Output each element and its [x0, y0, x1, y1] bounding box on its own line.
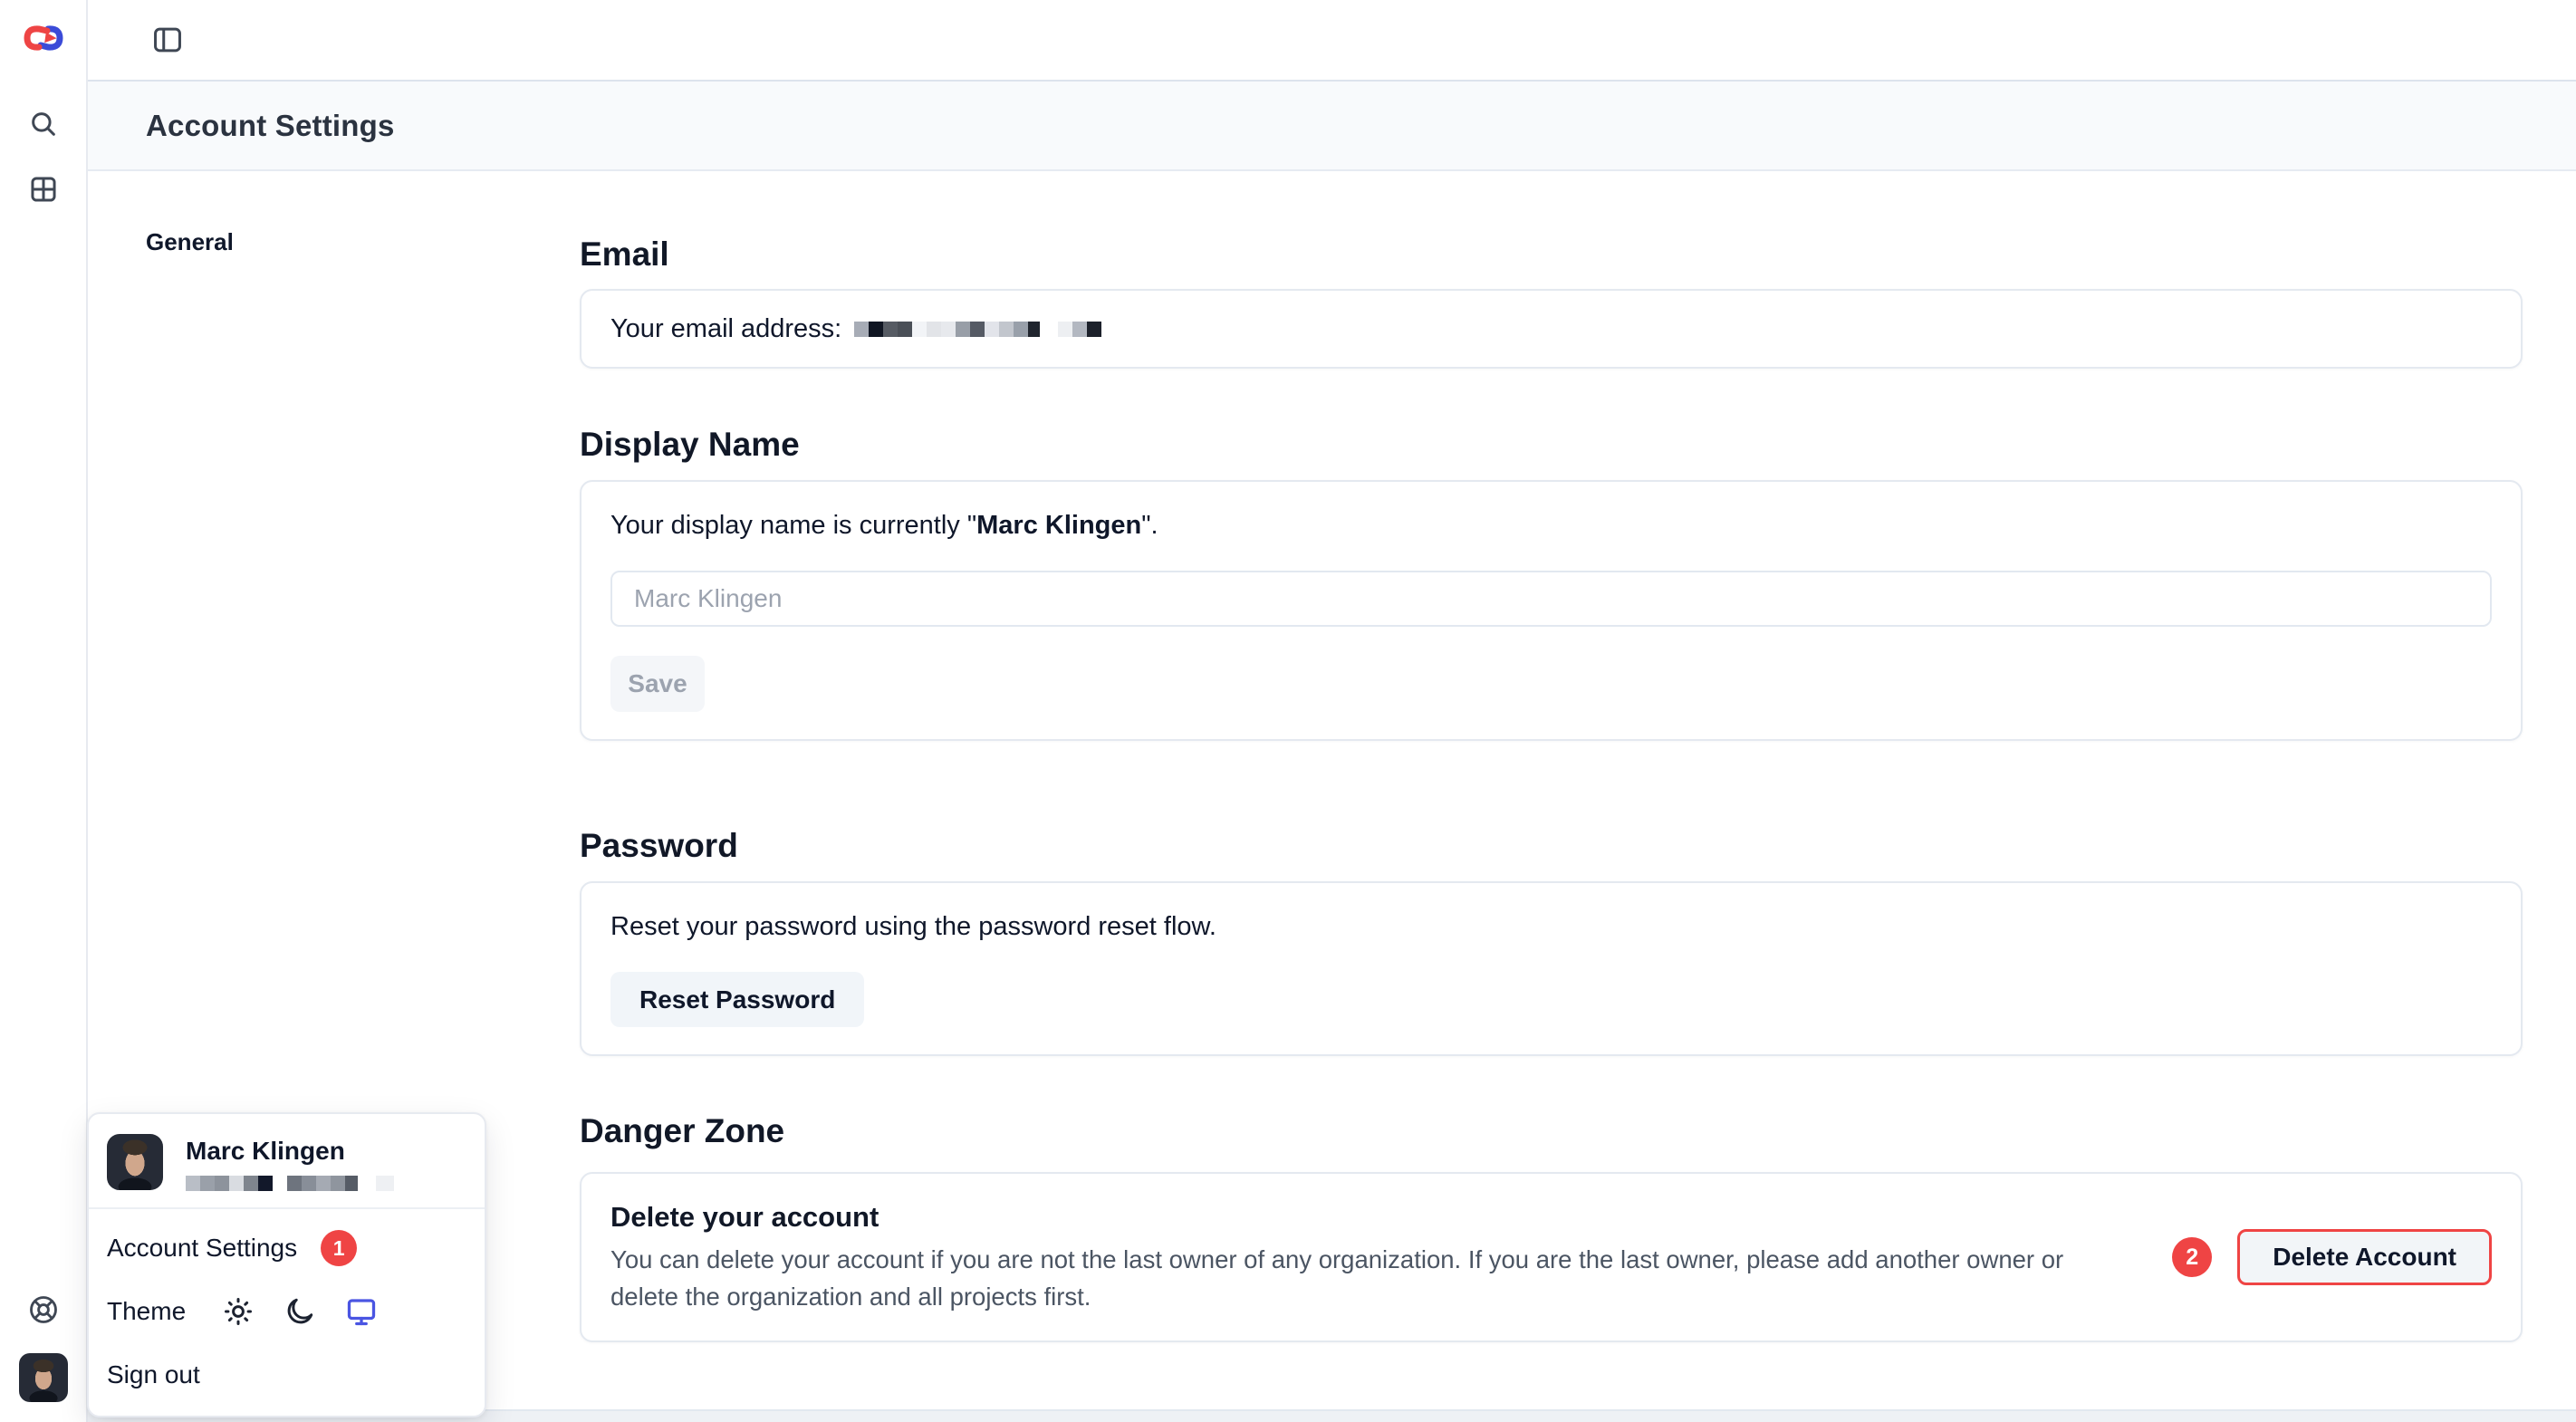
marker-badge-1: 1 [321, 1230, 357, 1266]
theme-light-sun-icon[interactable] [218, 1292, 258, 1331]
account-settings-content [580, 171, 2523, 1342]
user-menu-popup [87, 1112, 486, 1417]
danger-zone-text [610, 1199, 2172, 1315]
danger-zone-section-heading: Danger Zone [580, 1112, 785, 1149]
user-identity [186, 1134, 394, 1191]
marker-badge-2: 2 [2172, 1237, 2212, 1277]
email-label: Your email address: [610, 314, 842, 343]
menu-item-sign-out[interactable]: Sign out [107, 1360, 200, 1388]
langfuse-logo-icon[interactable] [23, 20, 64, 56]
topbar-divider [0, 80, 2576, 82]
save-button[interactable]: Save [610, 656, 705, 712]
settings-nav [88, 173, 486, 256]
icon-rail [0, 0, 88, 1422]
settings-nav-item-general[interactable]: General [146, 228, 234, 255]
user-avatar [107, 1134, 163, 1190]
display-name-section-heading: Display Name [580, 426, 800, 463]
email-section-heading: Email [580, 235, 669, 273]
theme-system-monitor-icon[interactable] [341, 1292, 381, 1331]
password-description: Reset your password using the password reset flow. [610, 912, 1216, 941]
password-section-heading: Password [580, 827, 738, 864]
danger-zone-actions [2172, 1229, 2492, 1285]
password-card [580, 881, 2523, 1056]
danger-zone-card [580, 1172, 2523, 1342]
user-menu-items [89, 1209, 485, 1416]
menu-item-account-settings[interactable]: Account Settings 1 [89, 1216, 485, 1280]
theme-options [218, 1292, 381, 1331]
display-name-card [580, 480, 2523, 741]
redacted-email-value [854, 322, 1040, 337]
page-title: Account Settings [146, 108, 395, 142]
topbar [88, 0, 2576, 80]
current-display-name: Marc Klingen [976, 511, 1142, 540]
support-life-buoy-icon[interactable] [24, 1290, 63, 1330]
delete-account-button[interactable]: Delete Account [2237, 1229, 2492, 1285]
user-name: Marc Klingen [186, 1137, 345, 1165]
delete-account-title: Delete your account [610, 1201, 879, 1233]
rail-user-avatar[interactable] [19, 1353, 68, 1402]
redacted-email-domain [1058, 322, 1101, 337]
reset-password-button[interactable]: Reset Password [610, 972, 864, 1027]
sidebar-toggle-icon[interactable] [148, 20, 187, 60]
redacted-user-email [186, 1176, 394, 1191]
theme-dark-moon-icon[interactable] [280, 1292, 320, 1331]
email-card [580, 289, 2523, 369]
delete-account-description: You can delete your account if you are not the last owner of any organization. If you are the last owner, please add another owner or delete the organization and all projects first. [610, 1245, 2064, 1311]
menu-item-theme: Theme [89, 1280, 485, 1343]
display-name-sentence: Your display name is currently "Marc Klingen". [610, 511, 1158, 540]
search-icon[interactable] [24, 104, 63, 144]
user-menu-header [89, 1114, 485, 1209]
apps-grid-icon[interactable] [24, 169, 63, 209]
page-header [88, 82, 2576, 171]
display-name-input[interactable] [610, 571, 2492, 627]
